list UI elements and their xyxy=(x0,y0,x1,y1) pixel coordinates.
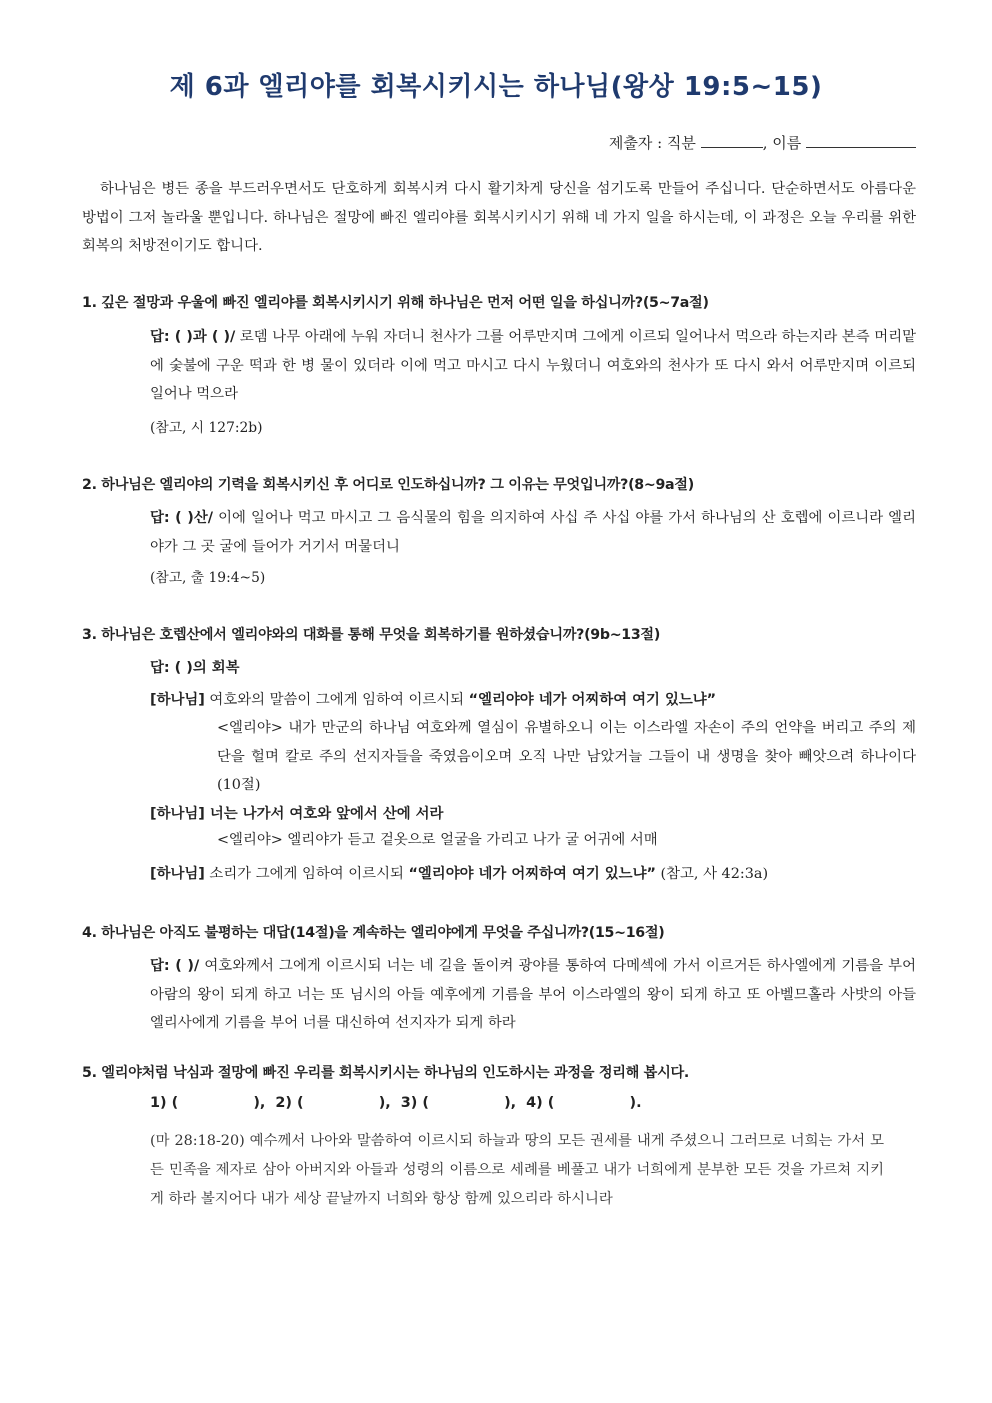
dialogue-2-reply: <엘리야> 엘리야가 듣고 겉옷으로 얼굴을 가리고 나가 굴 어귀에 서매 xyxy=(217,832,658,848)
summary-blanks: 1) ( ), 2) ( ), 3) ( ), 4) ( ). xyxy=(150,1095,642,1111)
question-5: 5. 엘리야처럼 낙심과 절망에 빠진 우리를 회복시키시는 하나님의 인도하시는 과정을 정리해 봅시다. xyxy=(82,1065,689,1081)
dialogue-1 xyxy=(150,688,716,709)
answer-2-label: 답: ( )산/ xyxy=(150,510,213,526)
submitter-line xyxy=(609,132,916,153)
dialogue-2-text: 너는 나가서 여호와 앞에서 산에 서라 xyxy=(204,806,444,822)
name-label: , 이름 xyxy=(762,134,802,152)
answer-1 xyxy=(150,323,916,409)
dialogue-3-tag: [하나님] xyxy=(150,866,205,882)
position-blank[interactable] xyxy=(701,133,763,148)
dialogue-1-text: 여호와의 말씀이 그에게 임하여 이르시되 xyxy=(204,692,469,708)
reference-1: (참고, 시 127:2b) xyxy=(150,420,263,436)
question-1: 1. 깊은 절망과 우울에 빠진 엘리야를 회복시키시기 위해 하나님은 먼저 어떤 일을 하십니까?(5~7a절) xyxy=(82,295,709,311)
answer-4-label: 답: ( )/ xyxy=(150,958,200,974)
dialogue-1-reply: <엘리야> 내가 만군의 하나님 여호와께 열심이 유별하오니 이는 이스라엘 자손이 주의 언약을 버리고 주의 제단을 헐며 칼로 주의 선지자들을 죽였음이오며 오직 나만 남았거늘 그들이 내 생명을 찾아 빼앗으려 하나이다(10절) xyxy=(217,720,916,793)
dialogue-2-tag: [하나님] xyxy=(150,806,205,822)
answer-3-label: 답: ( )의 회복 xyxy=(150,660,240,676)
scripture-verse: (마 28:18-20) 예수께서 나아와 말씀하여 이르시되 하늘과 땅의 모든 권세를 내게 주셨으니 그러므로 너희는 가서 모든 민족을 제자로 삼아 아버지와 아들과 성령의 이름으로 세례를 베풀고 내가 너희에게 분부한 모든 것을 가르쳐 지키게 하라 볼지어다 내가 세상 끝날까지 너희와 항상 함께 있으리라 하시니라 xyxy=(150,1133,884,1207)
answer-1-label: 답: ( )과 ( )/ xyxy=(150,329,236,345)
name-blank[interactable] xyxy=(806,133,916,148)
answer-3 xyxy=(150,656,240,677)
question-4: 4. 하나님은 아직도 불평하는 대답(14절)을 계속하는 엘리야에게 무엇을 주십니까?(15~16절) xyxy=(82,925,665,941)
question-3: 3. 하나님은 호렙산에서 엘리야와의 대화를 통해 무엇을 회복하기를 원하셨습니까?(9b~13절) xyxy=(82,627,661,643)
answer-4 xyxy=(150,952,916,1038)
dialogue-3-quote: “엘리야야 네가 어찌하여 여기 있느냐” xyxy=(408,866,656,882)
question-2: 2. 하나님은 엘리야의 기력을 회복시키신 후 어디로 인도하십니까? 그 이유는 무엇입니까?(8~9a절) xyxy=(82,477,694,493)
dialogue-1-tag: [하나님] xyxy=(150,692,205,708)
dialogue-3-text: 소리가 그에게 임하여 이르시되 xyxy=(204,866,409,882)
answer-4-text: 여호와께서 그에게 이르시되 너는 네 길을 돌이켜 광야를 통하여 다메섹에 가서 이르거든 하사엘에게 기름을 부어 아람의 왕이 되게 하고 너는 또 님시의 아들 예후에게 기름을 부어 이스라엘의 왕이 되게 하고 또 아벨므홀라 사밧의 아들 엘리사에게 기름을 부어 너를 대신하여 선지자가 되게 하라 xyxy=(150,958,916,1031)
dialogue-3-ref: (참고, 사 42:3a) xyxy=(655,866,769,882)
page-title: 제 6과 엘리야를 회복시키시는 하나님(왕상 19:5~15) xyxy=(169,72,823,102)
answer-2 xyxy=(150,504,916,561)
dialogue-2 xyxy=(150,802,443,823)
position-label: 제출자 : 직분 xyxy=(608,134,696,152)
dialogue-3 xyxy=(150,862,768,883)
dialogue-1-quote: “엘리야야 네가 어찌하여 여기 있느냐” xyxy=(468,692,717,708)
answer-1-text: 로뎀 나무 아래에 누워 자더니 천사가 그를 어루만지며 그에게 이르되 일어나서 먹으라 하는지라 본즉 머리맡에 숯불에 구운 떡과 한 병 물이 있더라 이에 먹고 마시고 다시 누웠더니 여호와의 천사가 또 다시 와서 어루만지며 이르되 일어나 먹으라 xyxy=(150,329,916,402)
intro-paragraph: 하나님은 병든 종을 부드러우면서도 단호하게 회복시켜 다시 활기차게 당신을 섬기도록 만들어 주십니다. 단순하면서도 아름다운 방법이 그저 놀라울 뿐입니다. 하나님은 절망에 빠진 엘리야를 회복시키시기 위해 네 가지 일을 하시는데, 이 과정은 오늘 우리를 위한 회복의 처방전이기도 합니다. xyxy=(82,181,916,254)
reference-2: (참고, 출 19:4~5) xyxy=(150,570,266,586)
answer-2-text: 이에 일어나 먹고 마시고 그 음식물의 힘을 의지하여 사십 주 사십 야를 가서 하나님의 산 호렙에 이르니라 엘리야가 그 곳 굴에 들어가 거기서 머물더니 xyxy=(150,510,916,555)
